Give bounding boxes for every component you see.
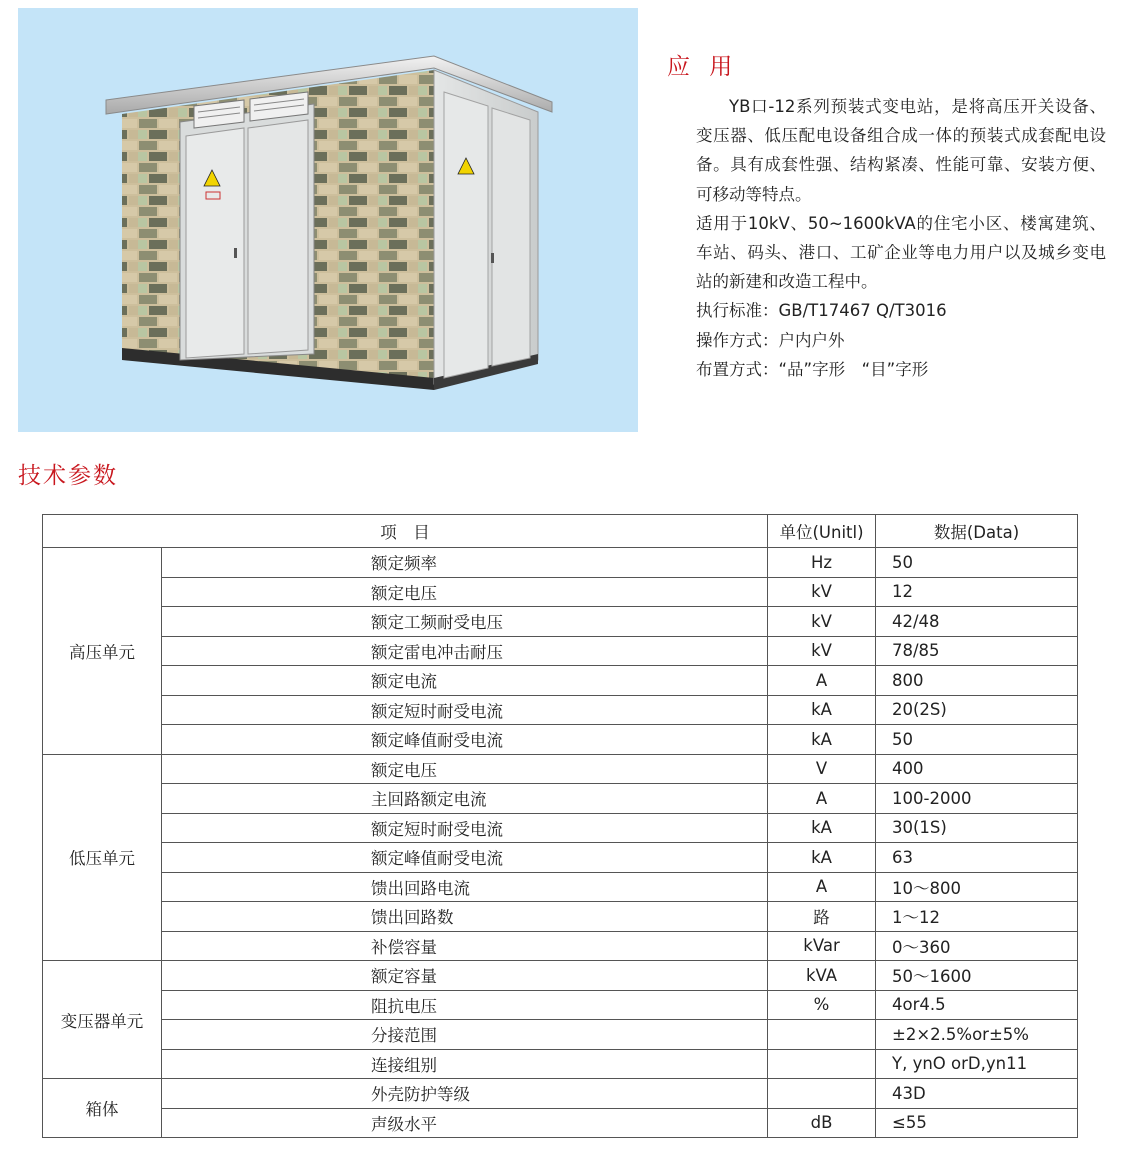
param-item: 额定短时耐受电流 — [162, 813, 768, 843]
param-item: 外壳防护等级 — [162, 1079, 768, 1109]
param-data: ±2×2.5%or±5% — [876, 1020, 1078, 1050]
param-data: ≤55 — [876, 1108, 1078, 1138]
table-row — [43, 1049, 1078, 1079]
param-item: 补偿容量 — [162, 931, 768, 961]
param-unit: kVar — [768, 931, 876, 961]
application-paragraph-2: 适用于10kV、50~1600kVA的住宅小区、楼寓建筑、车站、码头、港口、工矿企业等电力用户以及城乡变电站的新建和改造工程中。 — [696, 213, 1106, 292]
layout-line: 布置方式：“品”字形 “目”字形 — [696, 359, 929, 379]
substation-illustration — [18, 8, 638, 432]
table-row — [43, 902, 1078, 932]
table-row — [43, 548, 1078, 578]
param-unit: A — [768, 666, 876, 696]
table-row — [43, 1020, 1078, 1050]
param-unit: V — [768, 754, 876, 784]
param-item: 连接组别 — [162, 1049, 768, 1079]
param-data: 20(2S) — [876, 695, 1078, 725]
param-unit — [768, 1020, 876, 1050]
application-title: 应 用 — [667, 54, 739, 80]
param-item: 额定电压 — [162, 577, 768, 607]
header-unit: 单位(Unitl) — [768, 515, 876, 548]
table-row — [43, 813, 1078, 843]
table-row — [43, 695, 1078, 725]
param-data: 78/85 — [876, 636, 1078, 666]
group-label: 变压器单元 — [43, 961, 162, 1079]
param-unit: kV — [768, 607, 876, 637]
table-row — [43, 1108, 1078, 1138]
group-label: 低压单元 — [43, 754, 162, 961]
param-unit — [768, 1049, 876, 1079]
param-data: Y, ynO orD,yn11 — [876, 1049, 1078, 1079]
param-unit: kA — [768, 695, 876, 725]
param-data: 63 — [876, 843, 1078, 873]
tech-params-title: 技术参数 — [18, 463, 118, 489]
param-data: 30(1S) — [876, 813, 1078, 843]
param-data: 50～1600 — [876, 961, 1078, 991]
operation-line: 操作方式：户内户外 — [696, 330, 845, 350]
param-data: 50 — [876, 548, 1078, 578]
param-unit: kA — [768, 725, 876, 755]
header-item: 项 目 — [43, 515, 768, 548]
param-unit: kV — [768, 577, 876, 607]
header-data: 数据(Data) — [876, 515, 1078, 548]
param-item: 额定短时耐受电流 — [162, 695, 768, 725]
param-unit: A — [768, 872, 876, 902]
param-unit: dB — [768, 1108, 876, 1138]
param-item: 额定工频耐受电压 — [162, 607, 768, 637]
application-description — [696, 92, 1106, 384]
table-row — [43, 1079, 1078, 1109]
param-item: 额定峰值耐受电流 — [162, 725, 768, 755]
table-row — [43, 784, 1078, 814]
param-unit: kA — [768, 813, 876, 843]
table-row — [43, 990, 1078, 1020]
param-item: 额定电流 — [162, 666, 768, 696]
param-unit: kV — [768, 636, 876, 666]
table-row — [43, 636, 1078, 666]
param-data: 50 — [876, 725, 1078, 755]
param-item: 额定峰值耐受电流 — [162, 843, 768, 873]
param-item: 馈出回路数 — [162, 902, 768, 932]
table-row — [43, 843, 1078, 873]
param-unit: kA — [768, 843, 876, 873]
group-label: 高压单元 — [43, 548, 162, 755]
param-data: 0～360 — [876, 931, 1078, 961]
param-item: 阻抗电压 — [162, 990, 768, 1020]
param-data: 12 — [876, 577, 1078, 607]
application-paragraph-1: YB口-12系列预装式变电站，是将高压开关设备、变压器、低压配电设备组合成一体的预装式成套配电设备。具有成套性强、结构紧凑、性能可靠、安装方便、可移动等特点。 — [696, 97, 1106, 204]
param-item: 额定频率 — [162, 548, 768, 578]
param-data: 400 — [876, 754, 1078, 784]
param-data: 1～12 — [876, 902, 1078, 932]
param-data: 42/48 — [876, 607, 1078, 637]
param-item: 额定容量 — [162, 961, 768, 991]
param-item: 声级水平 — [162, 1108, 768, 1138]
param-data: 43D — [876, 1079, 1078, 1109]
param-unit: A — [768, 784, 876, 814]
table-row — [43, 577, 1078, 607]
table-row — [43, 872, 1078, 902]
param-data: 100-2000 — [876, 784, 1078, 814]
group-label: 箱体 — [43, 1079, 162, 1138]
product-photo — [18, 8, 638, 432]
param-item: 分接范围 — [162, 1020, 768, 1050]
param-item: 额定雷电冲击耐压 — [162, 636, 768, 666]
param-unit: 路 — [768, 902, 876, 932]
param-item: 馈出回路电流 — [162, 872, 768, 902]
param-unit: % — [768, 990, 876, 1020]
table-body — [43, 548, 1078, 1138]
standard-line: 执行标准：GB/T17467 Q/T3016 — [696, 301, 947, 321]
table-row — [43, 931, 1078, 961]
table-header-row — [43, 515, 1078, 548]
param-data: 800 — [876, 666, 1078, 696]
param-data: 10～800 — [876, 872, 1078, 902]
param-unit — [768, 1079, 876, 1109]
table-row — [43, 754, 1078, 784]
param-item: 主回路额定电流 — [162, 784, 768, 814]
table-row — [43, 666, 1078, 696]
param-unit: Hz — [768, 548, 876, 578]
table-row — [43, 725, 1078, 755]
tech-params-table — [42, 514, 1078, 1138]
table-row — [43, 961, 1078, 991]
param-data: 4or4.5 — [876, 990, 1078, 1020]
param-item: 额定电压 — [162, 754, 768, 784]
table-row — [43, 607, 1078, 637]
param-unit: kVA — [768, 961, 876, 991]
